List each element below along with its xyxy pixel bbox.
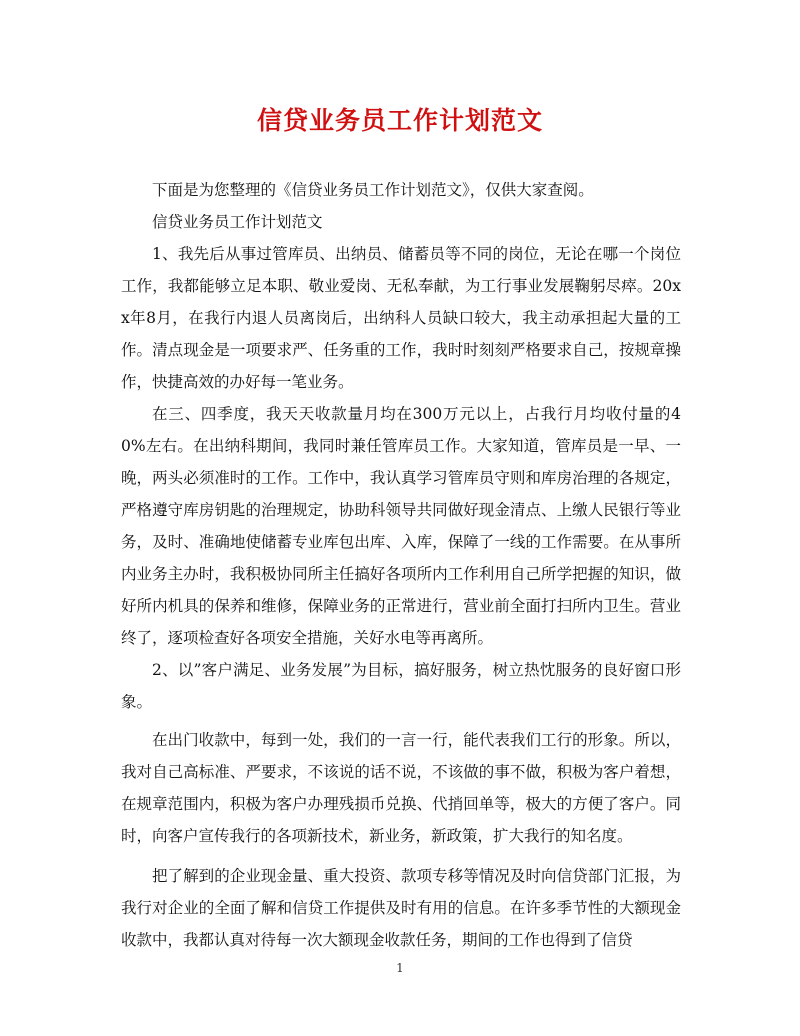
- page-number: 1: [396, 961, 404, 975]
- paragraph-3: 2、以”客户满足、业务发展”为目标，搞好服务，树立热忱服务的良好窗口形象。: [121, 661, 681, 711]
- paragraph-4: 在出门收款中，每到一处，我们的一言一行，能代表我们工行的形象。所以，我对自己高标准、严要求，不该说的话不说，不该做的事不做，积极为客户着想，在规章范围内，积极为客户办理残损币兑换、代捎回单等，极大的方便了客户。同时，向客户宣传我行的各项新技术，新业务，新政策，扩大我行的知名度。: [121, 731, 681, 845]
- document-title: 信贷业务员工作计划范文: [256, 106, 543, 135]
- paragraph-1: 1、我先后从事过管库员、出纳员、储蓄员等不同的岗位，无论在哪一个岗位工作，我都能够立足本职、敬业爱岗、无私奉献，为工行事业发展鞠躬尽瘁。20xx年8月，在我行内退人员离岗后，出纳科人员缺口较大，我主动承担起大量的工作。清点现金是一项要求严、任务重的工作，我时时刻刻严格要求自己，按规章操作，快捷高效的办好每一笔业务。: [121, 245, 681, 391]
- paragraph-intro: 下面是为您整理的《信贷业务员工作计划范文》，仅供大家查阅。: [152, 181, 594, 199]
- paragraph-subtitle: 信贷业务员工作计划范文: [152, 213, 323, 231]
- paragraph-5: 把了解到的企业现金量、重大投资、款项专移等情况及时向信贷部门汇报，为我行对企业的全面了解和信贷工作提供及时有用的信息。在许多季节性的大额现金收款中，我都认真对待每一次大额现金收款任务，期间的工作也得到了信贷: [121, 867, 681, 949]
- document-body: [121, 174, 681, 956]
- paragraph-2: 在三、四季度，我天天收款量月均在300万元以上，占我行月均收付量的40%左右。在出纳科期间，我同时兼任管库员工作。大家知道，管库员是一早、一晚，两头必须准时的工作。工作中，我认真学习管库员守则和库房治理的各规定，严格遵守库房钥匙的治理规定，协助科领导共同做好现金清点、上缴人民银行等业务，及时、准确地使储蓄专业库包出库、入库，保障了一线的工作需要。在从事所内业务主办时，我积极协同所主任搞好各项所内工作利用自己所学把握的知识，做好所内机具的保养和维修，保障业务的正常进行，营业前全面打扫所内卫生。营业终了，逐项检查好各项安全措施，关好水电等再离所。: [121, 405, 681, 647]
